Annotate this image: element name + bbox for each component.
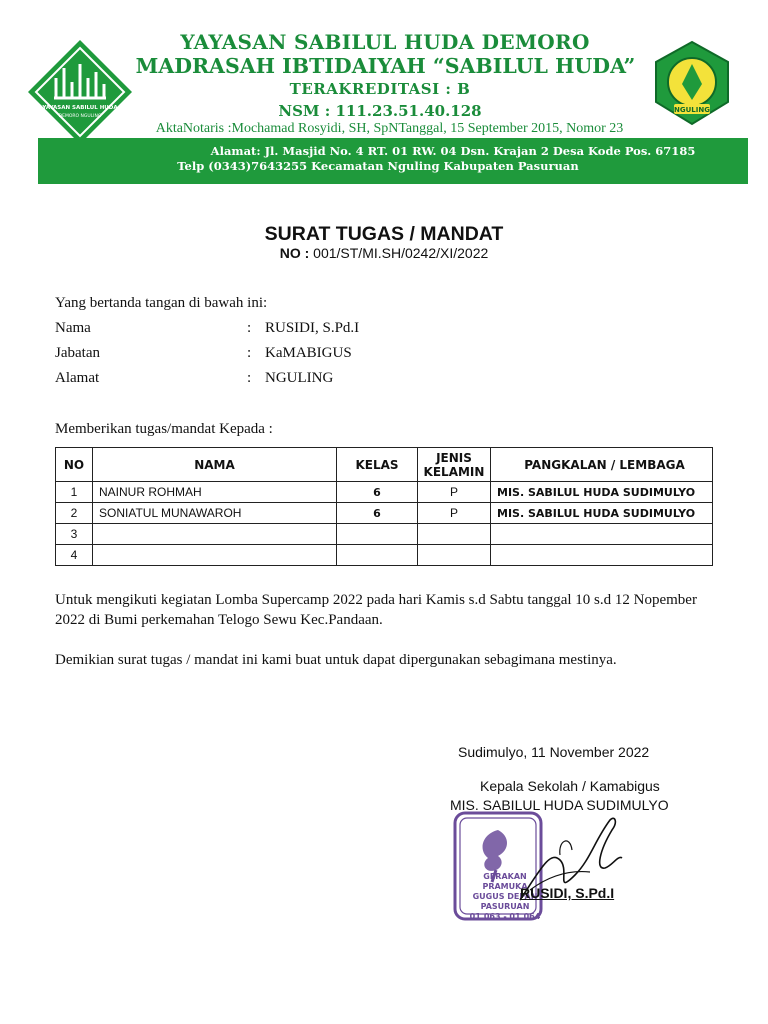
cell-kelas <box>337 545 418 566</box>
cell-nama: SONIATUL MUNAWAROH <box>93 503 337 524</box>
table-row <box>56 524 713 545</box>
cell-jenis-kelamin: P <box>418 482 491 503</box>
cell-nama: NAINUR ROHMAH <box>93 482 337 503</box>
field-label: Alamat <box>55 370 100 386</box>
address-band <box>38 138 748 184</box>
header-jenis-kelamin <box>418 448 491 482</box>
assignee-table <box>55 447 713 566</box>
cell-no: 1 <box>56 482 93 503</box>
field-label: Jabatan <box>55 345 100 361</box>
header-jenis-line1: JENIS <box>436 450 472 465</box>
intro-text: Yang bertanda tangan di bawah ini: <box>55 295 268 311</box>
document-number <box>0 245 768 261</box>
stamp-line: 01.063 - 01.064 <box>469 912 541 921</box>
field-colon: : <box>247 370 252 386</box>
header-jenis-line2: KELAMIN <box>423 464 485 479</box>
signer-role: Kepala Sekolah / Kamabigus <box>480 778 660 794</box>
field-value: KaMABIGUS <box>265 345 352 361</box>
cell-pangkalan: MIS. SABILUL HUDA SUDIMULYO <box>491 482 713 503</box>
cell-kelas: 6 <box>337 503 418 524</box>
phone-line: Telp (0343)7643255 Kecamatan Nguling Kabupaten Pasuruan <box>177 159 579 173</box>
cell-kelas <box>337 524 418 545</box>
foundation-name: YAYASAN SABILUL HUDA DEMORO <box>180 30 590 54</box>
cell-no: 2 <box>56 503 93 524</box>
cell-no: 4 <box>56 545 93 566</box>
field-label: Nama <box>55 320 91 336</box>
cell-pangkalan <box>491 524 713 545</box>
place-date: Sudimulyo, 11 November 2022 <box>458 744 650 760</box>
address-line: Alamat: Jl. Masjid No. 4 RT. 01 RW. 04 Dsn. Krajan 2 Desa Kode Pos. 67185 <box>210 144 696 158</box>
stamp-line: PASURUAN <box>480 902 530 911</box>
purpose-paragraph: Untuk mengikuti kegiatan Lomba Supercamp 2022 pada hari Kamis s.d Sabtu tanggal 10 s.d 12 Nopember 2022 di Bumi perkemahan Telogo Sewu Kec.Pandaan. <box>55 592 697 628</box>
cell-nama <box>93 524 337 545</box>
closing-paragraph: Demikian surat tugas / mandat ini kami buat untuk dapat dipergunakan sebagimana mestinya. <box>55 652 617 668</box>
table-row <box>56 482 713 503</box>
madrasah-emblem-icon <box>652 40 732 126</box>
field-value: RUSIDI, S.Pd.I <box>265 320 360 336</box>
stamp-line: GUGUS DEPAN <box>472 892 538 901</box>
notary-deed: AktaNotaris :Mochamad Rosyidi, SH, SpNTanggal, 15 September 2015, Nomor 23 <box>155 121 624 136</box>
cell-no: 3 <box>56 524 93 545</box>
cell-jenis-kelamin <box>418 545 491 566</box>
stamp-line: GERAKAN PRAMUKA <box>482 872 528 891</box>
header-pangkalan: PANGKALAN / LEMBAGA <box>491 448 713 482</box>
cell-nama <box>93 545 337 566</box>
header-nama: NAMA <box>93 448 337 482</box>
accreditation: TERAKREDITASI : B <box>289 80 471 98</box>
svg-text:NGULING: NGULING <box>674 106 710 114</box>
cell-jenis-kelamin: P <box>418 503 491 524</box>
cell-jenis-kelamin <box>418 524 491 545</box>
field-colon: : <box>247 345 252 361</box>
field-value: NGULING <box>265 370 334 386</box>
table-row <box>56 545 713 566</box>
table-row <box>56 503 713 524</box>
header-kelas: KELAS <box>337 448 418 482</box>
svg-text:YAYASAN SABILUL HUDA: YAYASAN SABILUL HUDA <box>42 105 118 111</box>
header-no: NO <box>56 448 93 482</box>
table-header-row <box>56 448 713 482</box>
number-value: 001/ST/MI.SH/0242/XI/2022 <box>313 245 489 261</box>
signer-institution: MIS. SABILUL HUDA SUDIMULYO <box>450 797 669 813</box>
school-name: MADRASAH IBTIDAIYAH “SABILUL HUDA” <box>135 54 636 78</box>
cell-kelas: 6 <box>337 482 418 503</box>
signer-name: RUSIDI, S.Pd.I <box>520 885 615 901</box>
document-title: SURAT TUGAS / MANDAT <box>264 223 504 245</box>
number-label: NO : <box>279 245 310 261</box>
svg-text:DEMORO NGULING: DEMORO NGULING <box>58 114 102 119</box>
nsm-number: NSM : 111.23.51.40.128 <box>278 102 482 120</box>
field-colon: : <box>247 320 252 336</box>
cell-pangkalan: MIS. SABILUL HUDA SUDIMULYO <box>491 503 713 524</box>
yayasan-logo-icon <box>26 38 134 146</box>
cell-pangkalan <box>491 545 713 566</box>
assign-intro: Memberikan tugas/mandat Kepada : <box>55 421 273 437</box>
